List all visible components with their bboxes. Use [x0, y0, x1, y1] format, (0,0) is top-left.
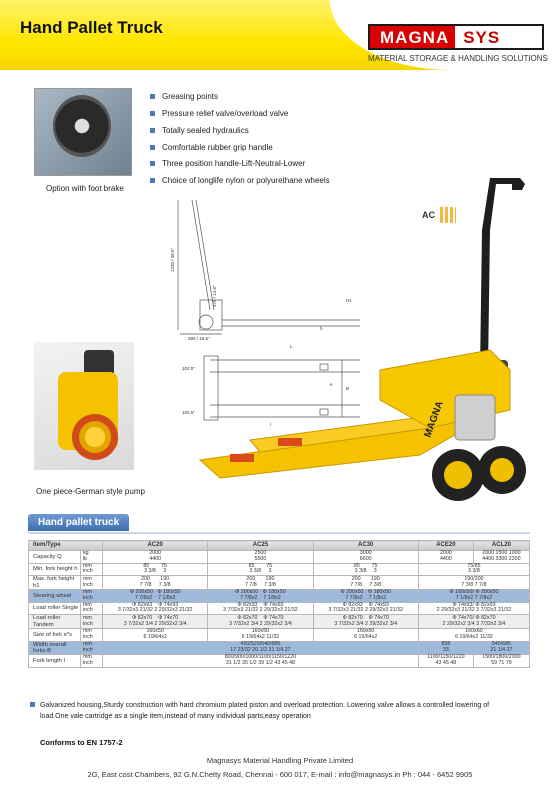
table-cell: 160x50 6 19/64x2 11/32: [208, 629, 313, 642]
dim-h: h: [320, 326, 323, 331]
logo-right-text: SYS: [455, 26, 542, 48]
row-label: Min. fork height h: [29, 563, 81, 576]
table-cell: 450/520/540/685 17 23/32 20 1/2 21 1/4 27: [103, 641, 419, 655]
row-label: Width overall forks B: [29, 641, 81, 655]
dim-handle: 370 / 14.6": [212, 285, 217, 307]
table-cell: Φ 74x70/ Φ 82x70 2 29/32x2 3/4 3 7/32x2 3/4: [418, 615, 529, 629]
pump-caption: One piece-German style pump: [36, 487, 145, 496]
feature-item: Totally sealed hydraulics: [162, 126, 249, 135]
table-cell: 190/200 7 3/8 7 7/8: [418, 576, 529, 590]
row-units: mm inch: [81, 629, 103, 642]
dim-h1: H1: [346, 298, 352, 303]
table-row: [29, 590, 530, 603]
feature-item: Three position handle-Lift-Neutral-Lower: [162, 159, 306, 168]
table-cell: 160x50 6 19/64x2: [103, 629, 208, 642]
table-cell: 200 190 7 7/8 7 3/8: [313, 576, 418, 590]
footer-company: Magnasys Material Handling Private Limited: [206, 756, 354, 765]
foot-brake-photo: [34, 88, 132, 176]
table-cell: 75/85 3 3/8: [418, 563, 529, 576]
table-row: [29, 615, 530, 629]
table-cell: Φ 82x93 Φ 74x93 3 7/32x3 21/32 2 29/32x3 21/32: [208, 602, 313, 615]
table-row: [29, 576, 530, 590]
table-cell: 160x50 6 19/64x2: [313, 629, 418, 642]
col-header: ACL20: [473, 541, 529, 551]
table-cell: 85 75 3 3/8 3: [208, 563, 313, 576]
table-cell: 160x60 6 19/64x2 11/32: [418, 629, 529, 642]
table-cell: 2000 4400: [418, 551, 473, 564]
table-cell: 200 190 7 7/8 7 3/8: [208, 576, 313, 590]
table-row: [29, 641, 530, 655]
dim-left-bottom: 102.5": [182, 410, 195, 415]
row-units: mm inch: [81, 563, 103, 576]
col-header: AC25: [208, 541, 313, 551]
logo-left-text: MAGNA: [380, 28, 450, 47]
truck-brand-label: MAGNA: [422, 399, 446, 440]
table-body: [29, 551, 530, 668]
company-logo: [368, 24, 544, 50]
table-cell: 2500 5500: [208, 551, 313, 564]
table-cell: Φ 82x70 Φ 74x70 3 7/32x2 3/4 2 29/32x2 3/4: [313, 615, 418, 629]
table-row: [29, 655, 530, 668]
table-header-row: [29, 541, 530, 551]
row-units: mm inch: [81, 641, 103, 655]
feature-item: Comfortable rubber grip handle: [162, 143, 273, 152]
row-units: mm inch: [81, 615, 103, 629]
table-cell: 1100/1150/1220 43 45 48: [418, 655, 473, 668]
row-label: Capacity Q: [29, 551, 81, 564]
table-cell: Φ 82x93 Φ 74x93 3 7/32x3 21/32 2 29/32x3 21/32: [313, 602, 418, 615]
pump-wheel-image: [72, 414, 118, 460]
conformity-statement: Conforms to EN 1757-2: [40, 738, 123, 747]
table-row: [29, 602, 530, 615]
table-cell: 85 75 3 3/8 3: [103, 563, 208, 576]
pump-photo: [34, 342, 134, 470]
row-label: Load roller Single: [29, 602, 81, 615]
table-cell: 2000 1500 1000 4400 3300 2200: [473, 551, 529, 564]
table-cell: Φ 200x50 Φ 180x50 7 7/8x2 7 1/8x2: [208, 590, 313, 603]
section-header: [28, 514, 530, 534]
row-units: kg lb: [81, 551, 103, 564]
dim-l: l: [270, 422, 271, 427]
row-label: Load roller Tandem: [29, 615, 81, 629]
table-cell: 838 33: [418, 641, 473, 655]
dim-left-top: 102.5": [182, 366, 195, 371]
brake-caption: Option with foot brake: [46, 184, 124, 193]
table-row: [29, 551, 530, 564]
dim-height: 1230 / 48.5": [170, 247, 175, 272]
col-header: AC20: [103, 541, 208, 551]
table-cell: Φ 82x70 Φ 74x70 3 7/32x2 3/4 2 29/32x2 3/4: [208, 615, 313, 629]
page-title: Hand Pallet Truck: [20, 18, 163, 37]
table-cell: 85 75 3 3/8 3: [313, 563, 418, 576]
row-label: Max. fork height h1: [29, 576, 81, 590]
company-tagline: MATERIAL STORAGE & HANDLING SOLUTIONS: [368, 54, 548, 63]
col-header: AC30: [313, 541, 418, 551]
table-cell: 2000 4400: [103, 551, 208, 564]
row-label: Steering wheel: [29, 590, 81, 603]
feature-item: Greasing points: [162, 92, 219, 101]
row-label: Fork length l: [29, 655, 81, 668]
footer-address: 2G, East cost Chambers, 92 G.N.Chetty Road, Chennai - 600 017, E-mail : info@magnasys.in Ph : 044 - 6452 9905: [87, 770, 473, 779]
table-cell: Φ 82x93 Φ 74x93 3 7/32x3 21/32 2 29/32x3 21/32: [103, 602, 208, 615]
table-cell: Φ 200x50 Φ 180x50 7 7/8x2 7 1/8x2: [313, 590, 418, 603]
table-cell: 540/685 21 1/4 27: [473, 641, 529, 655]
table-cell: Φ 74x93/ Φ 82x93 2 29/32x3 21/32 3 7/32x3 21/32: [418, 602, 529, 615]
table-cell: 800/900/1000/1100/1150/1220 31 1/2 35 1/2 39 1/2 43 45 48: [103, 655, 419, 668]
row-units: mm inch: [81, 655, 103, 668]
wheel-image: [53, 95, 111, 157]
row-units: mm inch: [81, 590, 103, 603]
col-header: Item/Type: [29, 541, 103, 551]
section-title: Hand pallet truck: [28, 514, 129, 531]
row-label: Size of fork e*s: [29, 629, 81, 642]
feature-item: Choice of longlife nylon or polyurethane wheels: [162, 176, 330, 185]
table-cell: Φ 200x50 Φ 180x50 7 7/8x2 7 1/8x2: [103, 590, 208, 603]
table-cell: Φ 82x70 Φ 74x70 3 7/32x2 3/4 2 29/32x2 3/4: [103, 615, 208, 629]
dim-width: 390 / 15.5": [188, 336, 210, 341]
feature-item: Pressure relief valve/overload valve: [162, 109, 289, 118]
spec-table: [28, 540, 530, 668]
table-row: [29, 629, 530, 642]
table-cell: Φ 180x50/ Φ 200x50 7 1/8x2 7 7/8x2: [418, 590, 529, 603]
table-cell: 200 190 7 7/8 7 3/8: [103, 576, 208, 590]
row-units: mm inch: [81, 602, 103, 615]
table-cell: 1500/1800/2000 59 71 79: [473, 655, 529, 668]
col-header: ACE20: [418, 541, 473, 551]
pallet-truck-illustration: [190, 170, 550, 510]
dim-L: L: [290, 344, 293, 349]
table-row: [29, 563, 530, 576]
product-note: Galvanized housing,Sturdy construction with hard chromium plated piston and overload protection. Lowering valve allows a controlled lowering of load.One vale cartridge as a single item,instead of many individual parts,easy operation: [40, 700, 510, 722]
dim-B: B: [346, 386, 350, 391]
table-cell: 3000 6600: [313, 551, 418, 564]
dim-e: e: [330, 382, 333, 387]
model-tag-text: AC: [422, 210, 435, 220]
row-units: mm inch: [81, 576, 103, 590]
